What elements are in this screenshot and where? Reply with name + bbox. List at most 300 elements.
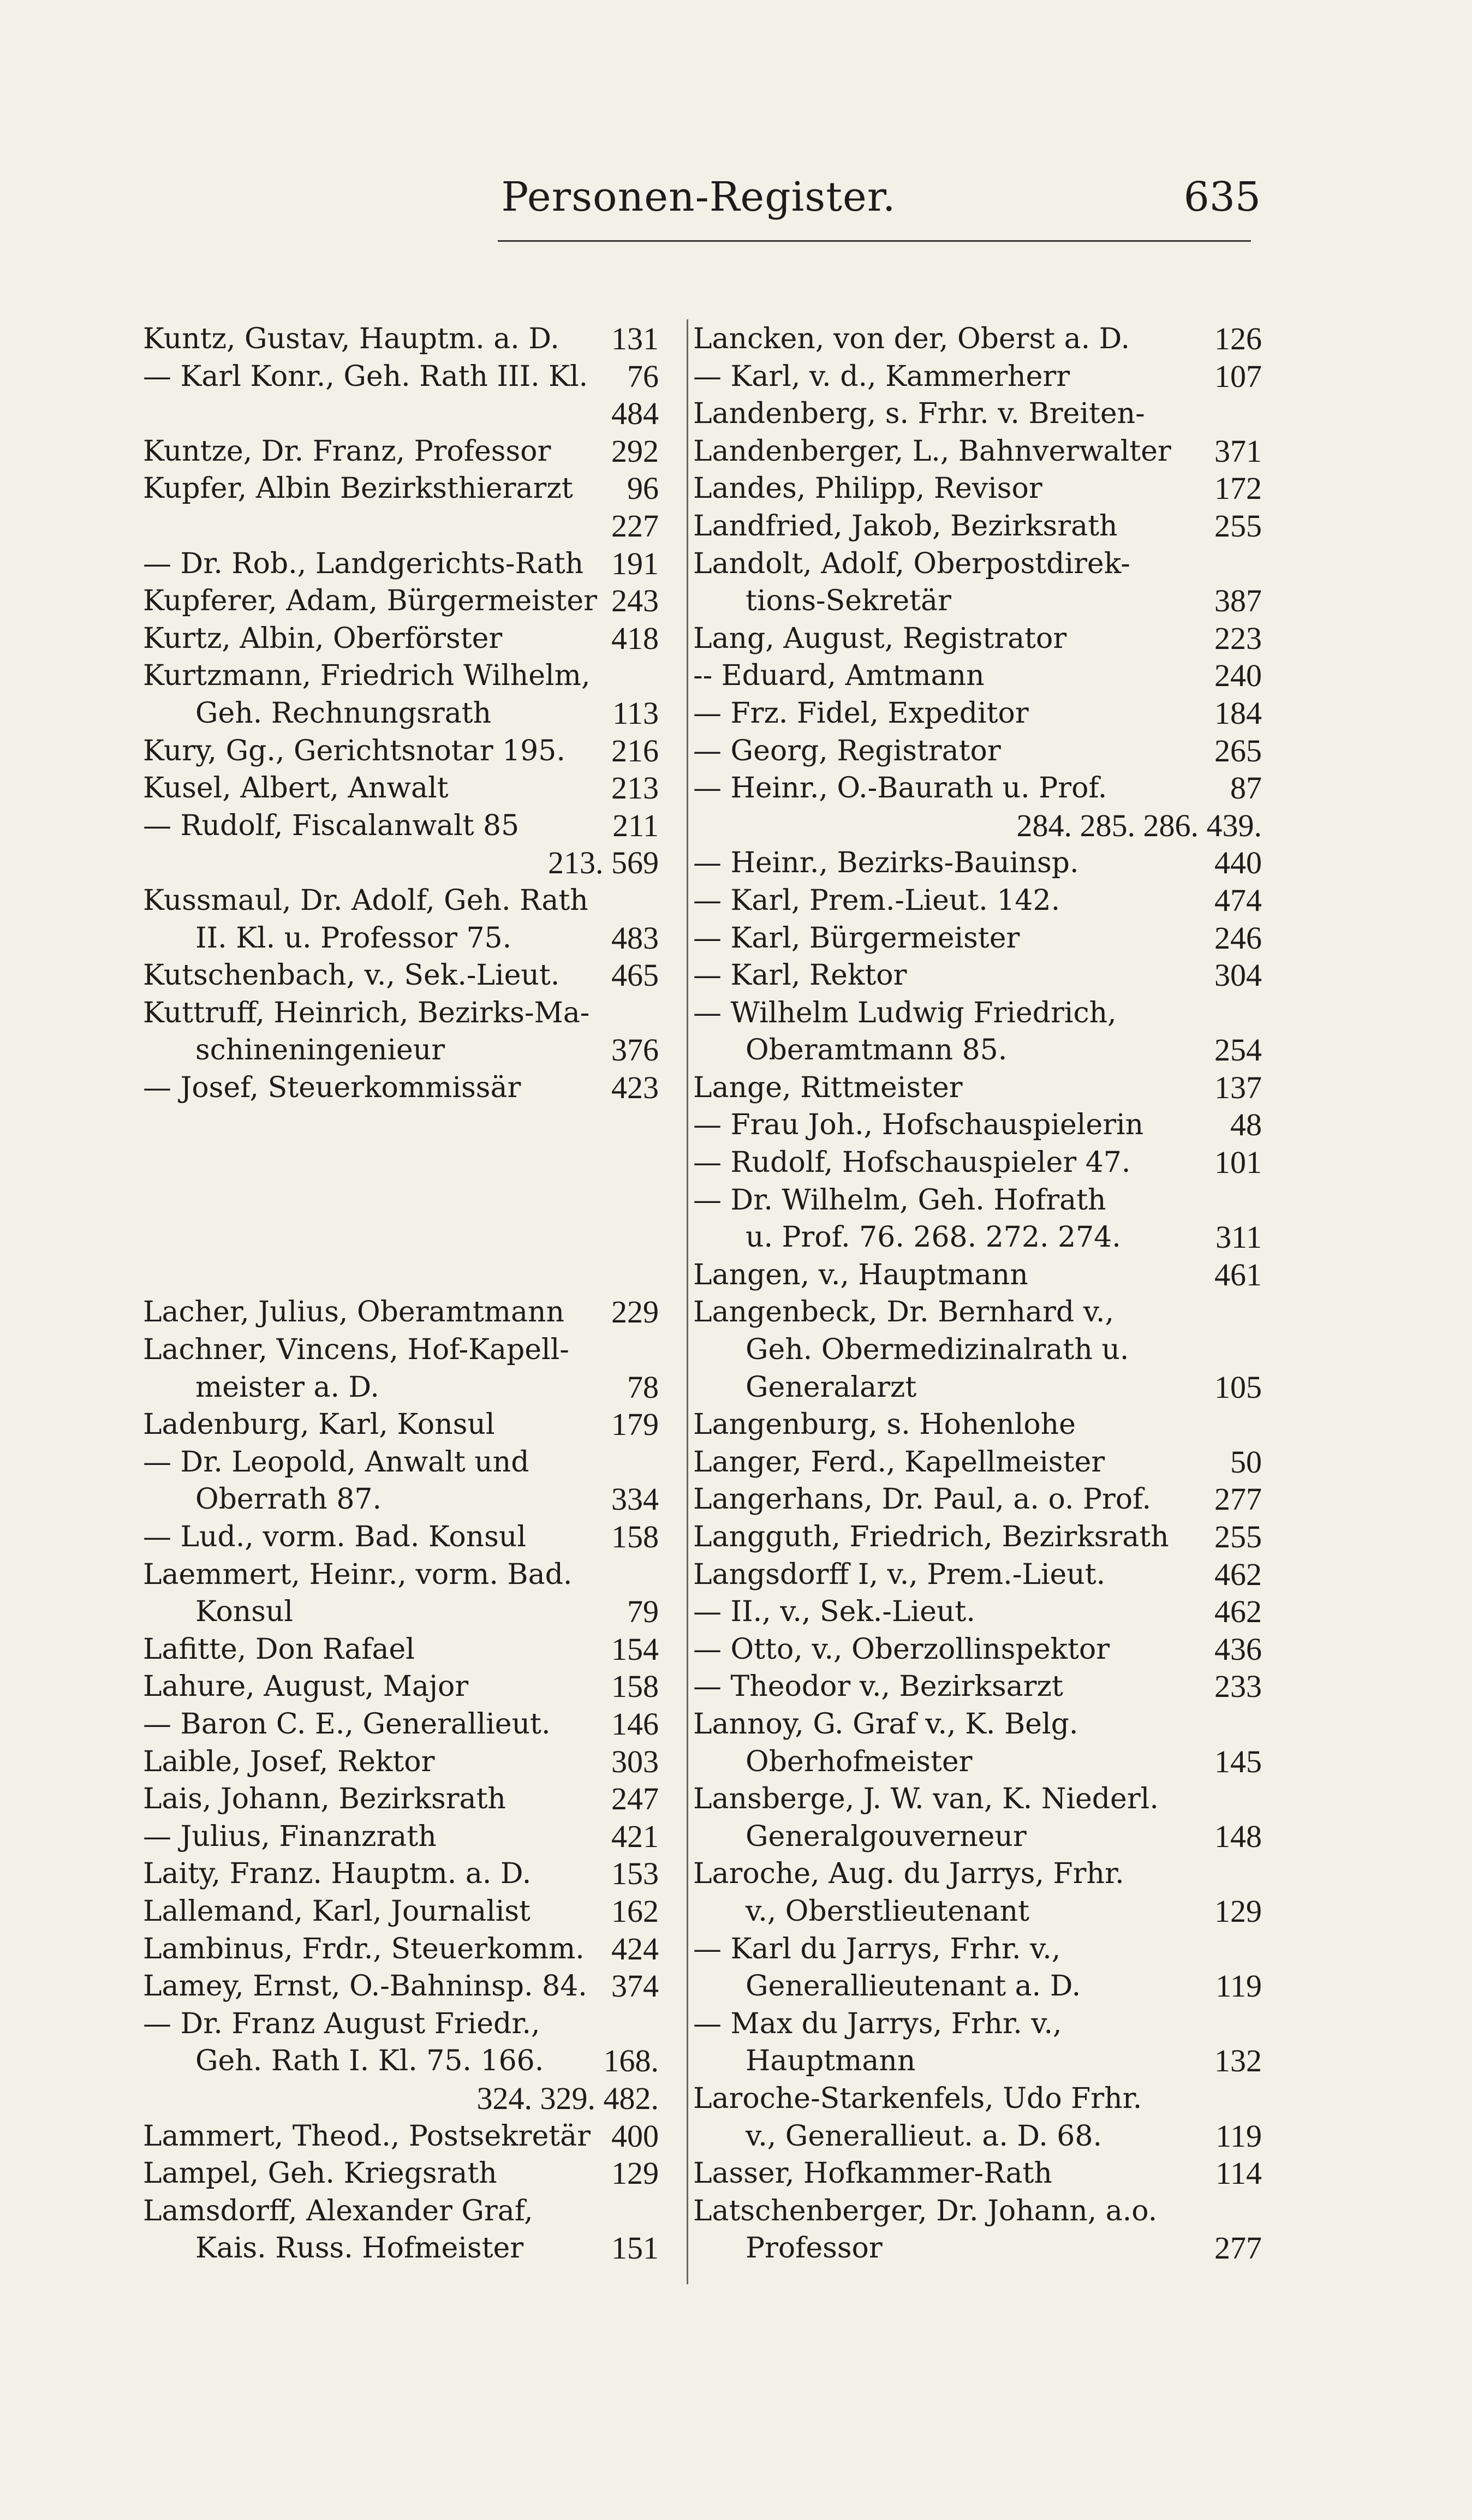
index-entry <box>143 1369 659 1407</box>
entry-page-numbers: 233 <box>1214 1669 1262 1705</box>
entry-page-numbers <box>651 1331 659 1369</box>
entry-page-numbers: 76 <box>627 358 659 394</box>
entry-text: Lahure, August, Major <box>143 1670 469 1703</box>
entry-page-numbers: 374 <box>611 1968 659 2004</box>
entry-text: — Theodor v., Bezirksarzt <box>693 1670 1063 1703</box>
index-entry <box>693 1032 1262 1069</box>
entry-page-numbers: 243 <box>611 583 659 619</box>
entry-text: Langsdorff I, v., Prem.-Lieut. <box>693 1558 1106 1591</box>
entry-text: — Karl, Bürgermeister <box>693 921 1020 955</box>
entry-page-numbers <box>651 1556 659 1594</box>
entry-text: Langer, Ferd., Kapellmeister <box>693 1445 1105 1479</box>
entry-page-numbers: 153 <box>611 1856 659 1892</box>
entry-text: — Rudolf, Hofschauspieler 47. <box>693 1146 1131 1179</box>
entry-page-numbers: 129 <box>1214 1893 1262 1929</box>
entry-page-numbers: 424 <box>611 1931 659 1967</box>
entry-text: Lambinus, Frdr., Steuerkomm. <box>143 1932 585 1965</box>
entry-page-numbers <box>1254 1294 1262 1331</box>
entry-text: Kais. Russ. Hofmeister <box>195 2232 524 2265</box>
index-entry <box>693 1406 1262 1444</box>
entry-page-numbers: 158 <box>611 1669 659 1705</box>
index-entry <box>693 882 1262 920</box>
entry-page-numbers: 105 <box>1214 1369 1262 1405</box>
entry-page-numbers <box>651 1219 659 1256</box>
entry-page-numbers: 265 <box>1214 732 1262 768</box>
entry-text: — Karl, v. d., Kammerherr <box>693 360 1070 393</box>
entry-page-numbers: 151 <box>611 2230 659 2266</box>
entry-page-numbers <box>1254 2005 1262 2043</box>
index-entry <box>143 1481 659 1518</box>
entry-page-numbers: 162 <box>611 1893 659 1929</box>
index-entry <box>693 2080 1262 2118</box>
entry-text: Kussmaul, Dr. Adolf, Geh. Rath <box>143 884 588 917</box>
entry-page-numbers: 145 <box>1214 1743 1262 1779</box>
index-entry <box>693 2155 1262 2193</box>
entry-text: Kupferer, Adam, Bürgermeister <box>143 585 597 618</box>
entry-text <box>143 1256 651 1294</box>
entry-page-numbers: 303 <box>611 1743 659 1779</box>
entry-text: — Dr. Leopold, Anwalt und <box>143 1445 529 1479</box>
index-entry <box>143 470 659 508</box>
entry-text: — Heinr., Bezirks-Bauinsp. <box>693 847 1079 880</box>
entry-text: — Rudolf, Fiscalanwalt 85 <box>143 809 520 842</box>
index-entry <box>143 1706 659 1743</box>
entry-page-numbers <box>651 1182 659 1219</box>
entry-page-numbers <box>651 1256 659 1294</box>
entry-text: Laemmert, Heinr., vorm. Bad. <box>143 1558 573 1591</box>
entry-page-numbers: 246 <box>1214 920 1262 956</box>
entry-text <box>143 844 540 882</box>
index-entry <box>143 395 659 433</box>
index-entry <box>143 1743 659 1781</box>
entry-text: meister a. D. <box>195 1371 379 1404</box>
entry-page-numbers: 191 <box>611 545 659 581</box>
index-entry <box>693 620 1262 658</box>
entry-page-numbers <box>1254 1706 1262 1743</box>
entry-text <box>143 1182 651 1219</box>
entry-page-numbers <box>1254 545 1262 583</box>
entry-page-numbers: 79 <box>627 1594 659 1630</box>
entry-page-numbers: 87 <box>1230 770 1262 806</box>
entry-page-numbers: 184 <box>1214 695 1262 731</box>
entry-text: — Dr. Franz August Friedr., <box>143 2007 540 2040</box>
entry-page-numbers: 114 <box>1215 2155 1262 2191</box>
index-entry <box>143 1444 659 1481</box>
entry-text: — Otto, v., Oberzollinspektor <box>693 1633 1110 1666</box>
entry-page-numbers: 172 <box>1214 470 1262 507</box>
right-column <box>693 320 1262 2267</box>
index-entry <box>693 470 1262 508</box>
entry-page-numbers: 213. 569 <box>548 845 659 881</box>
entry-page-numbers <box>1254 1331 1262 1369</box>
entry-page-numbers: 154 <box>611 1631 659 1667</box>
index-entry <box>143 1406 659 1444</box>
index-entry <box>143 2005 659 2043</box>
index-entry <box>143 695 659 732</box>
entry-page-numbers: 216 <box>611 732 659 768</box>
index-entry <box>693 1855 1262 1893</box>
entry-page-numbers: 137 <box>1214 1069 1262 1105</box>
entry-page-numbers: 50 <box>1230 1444 1262 1480</box>
entry-page-numbers: 96 <box>627 470 659 507</box>
entry-page-numbers: 179 <box>611 1407 659 1443</box>
index-entry <box>693 1556 1262 1594</box>
entry-text: Ladenburg, Karl, Konsul <box>143 1408 495 1441</box>
entry-text <box>143 1144 651 1182</box>
index-entry <box>143 1069 659 1107</box>
entry-page-numbers: 227 <box>611 508 659 544</box>
entry-page-numbers <box>1254 1855 1262 1893</box>
entry-text: Kurtz, Albin, Oberförster <box>143 622 503 655</box>
index-entry <box>143 1893 659 1931</box>
index-entry <box>143 620 659 658</box>
entry-page-numbers: 78 <box>627 1369 659 1405</box>
entry-page-numbers: 440 <box>1214 845 1262 881</box>
entry-text: Generallieutenant a. D. <box>746 1970 1081 2003</box>
entry-text: Hauptmann <box>746 2045 916 2078</box>
index-entry <box>143 1518 659 1556</box>
entry-text: II. Kl. u. Professor 75. <box>195 921 512 955</box>
entry-text: — II., v., Sek.-Lieut. <box>693 1595 975 1629</box>
index-entry <box>693 844 1262 882</box>
entry-text: — Julius, Finanzrath <box>143 1820 437 1853</box>
entry-page-numbers: 107 <box>1214 358 1262 394</box>
entry-text: — Karl Konr., Geh. Rath III. Kl. <box>143 360 588 393</box>
entry-text: Oberamtmann 85. <box>746 1034 1008 1067</box>
entry-page-numbers <box>1254 2193 1262 2230</box>
page-number: 635 <box>1183 174 1261 221</box>
entry-text: Generalgouverneur <box>746 1820 1027 1853</box>
index-entry <box>693 807 1262 845</box>
entry-text: Laible, Josef, Rektor <box>143 1745 435 1778</box>
entry-page-numbers: 119 <box>1215 1968 1262 2004</box>
entry-text: Latschenberger, Dr. Johann, a.o. <box>693 2194 1158 2227</box>
index-entry <box>143 2155 659 2193</box>
entry-page-numbers <box>651 657 659 695</box>
index-entry <box>143 1931 659 1968</box>
index-entry <box>143 508 659 545</box>
entry-text: — Frau Joh., Hofschauspielerin <box>693 1109 1144 1142</box>
entry-page-numbers <box>1254 1931 1262 1968</box>
entry-text: Landolt, Adolf, Oberpostdirek- <box>693 547 1130 580</box>
entry-page-numbers: 255 <box>1214 1519 1262 1554</box>
entry-page-numbers: 254 <box>1214 1032 1262 1068</box>
index-entry <box>143 2193 659 2230</box>
index-entry <box>143 732 659 770</box>
entry-page-numbers: 126 <box>1214 321 1262 356</box>
entry-page-numbers: 229 <box>611 1294 659 1330</box>
index-entry <box>693 1444 1262 1481</box>
entry-text: Kuttruff, Heinrich, Bezirks-Ma- <box>143 996 590 1029</box>
entry-page-numbers: 483 <box>611 920 659 956</box>
entry-page-numbers: 423 <box>611 1069 659 1105</box>
index-entry <box>143 2080 659 2118</box>
entry-page-numbers: 371 <box>1214 433 1262 469</box>
entry-text: — Frz. Fidel, Expeditor <box>693 696 1029 730</box>
index-entry <box>693 1931 1262 1968</box>
entry-page-numbers: 48 <box>1230 1107 1262 1143</box>
entry-text: Generalarzt <box>746 1371 917 1404</box>
entry-page-numbers <box>651 2193 659 2230</box>
entry-text: — Max du Jarrys, Frhr. v., <box>693 2007 1062 2040</box>
entry-text: Geh. Obermedizinalrath u. <box>746 1333 1129 1367</box>
index-entry <box>693 358 1262 396</box>
entry-text: Lafitte, Don Rafael <box>143 1633 415 1666</box>
index-entry <box>693 1331 1262 1369</box>
index-entry <box>693 1106 1262 1144</box>
index-entry <box>693 1144 1262 1182</box>
index-entry <box>693 770 1262 807</box>
entry-page-numbers: 146 <box>611 1706 659 1742</box>
index-entry <box>693 1631 1262 1669</box>
index-entry <box>143 2230 659 2267</box>
entry-text: — Karl, Prem.-Lieut. 142. <box>693 884 1060 917</box>
entry-text: Lammert, Theod., Postsekretär <box>143 2119 591 2153</box>
index-entry <box>143 957 659 994</box>
entry-text: Geh. Rath I. Kl. 75. 166. <box>195 2045 544 2078</box>
index-entry <box>143 770 659 807</box>
entry-text: Lallemand, Karl, Journalist <box>143 1895 531 1928</box>
entry-page-numbers: 131 <box>611 321 659 356</box>
index-entry <box>693 1893 1262 1931</box>
entry-page-numbers: 474 <box>1214 882 1262 918</box>
index-entry <box>143 1144 659 1182</box>
entry-page-numbers: 277 <box>1214 1481 1262 1517</box>
entry-text: v., Generallieut. a. D. 68. <box>746 2119 1102 2153</box>
index-entry <box>693 2005 1262 2043</box>
entry-page-numbers: 484 <box>611 396 659 432</box>
entry-text: — Lud., vorm. Bad. Konsul <box>143 1521 526 1553</box>
entry-text <box>143 2080 469 2118</box>
entry-text: Kuntz, Gustav, Hauptm. a. D. <box>143 323 559 355</box>
index-entry <box>143 844 659 882</box>
entry-text: — Heinr., O.-Baurath u. Prof. <box>693 772 1107 805</box>
entry-text: Lamsdorff, Alexander Graf, <box>143 2194 533 2227</box>
entry-text: Lancken, von der, Oberst a. D. <box>693 323 1130 355</box>
index-entry <box>693 1818 1262 1856</box>
entry-page-numbers <box>651 994 659 1032</box>
entry-text: Kury, Gg., Gerichtsnotar 195. <box>143 734 565 767</box>
entry-page-numbers: 132 <box>1214 2043 1262 2079</box>
index-entry <box>143 433 659 470</box>
entry-text: tions-Sekretär <box>746 585 951 618</box>
entry-page-numbers: 387 <box>1214 583 1262 619</box>
entry-text <box>143 1106 651 1144</box>
entry-text: -- Eduard, Amtmann <box>693 659 985 693</box>
entry-text: Lampel, Geh. Kriegsrath <box>143 2157 497 2190</box>
index-entry <box>143 1968 659 2005</box>
entry-text: schineningenieur <box>195 1034 445 1067</box>
entry-page-numbers: 158 <box>611 1519 659 1554</box>
index-entry <box>143 1106 659 1144</box>
index-entry <box>693 1518 1262 1556</box>
index-entry <box>143 920 659 957</box>
entry-page-numbers: 421 <box>611 1818 659 1854</box>
entry-text: Laroche, Aug. du Jarrys, Frhr. <box>693 1857 1124 1891</box>
entry-text: — Baron C. E., Generallieut. <box>143 1707 551 1741</box>
entry-text: Landenberger, L., Bahnverwalter <box>693 434 1171 468</box>
index-entry <box>693 1593 1262 1631</box>
entry-text: v., Oberstlieutenant <box>746 1895 1029 1928</box>
entry-page-numbers: 304 <box>1214 957 1262 993</box>
index-entry <box>143 1668 659 1706</box>
index-entry <box>693 732 1262 770</box>
entry-page-numbers: 465 <box>611 957 659 993</box>
entry-text: Lamey, Ernst, O.-Bahninsp. 84. <box>143 1970 587 2003</box>
entry-text: u. Prof. 76. 268. 272. 274. <box>746 1221 1121 1254</box>
entry-text: Lang, August, Registrator <box>693 622 1067 655</box>
index-entry <box>693 2193 1262 2230</box>
index-entry <box>143 1780 659 1818</box>
index-entry <box>693 1182 1262 1219</box>
entry-page-numbers: 213 <box>611 770 659 806</box>
index-entry <box>693 957 1262 994</box>
entry-text <box>143 395 604 433</box>
index-entry <box>693 1743 1262 1781</box>
index-entry <box>143 1331 659 1369</box>
entry-text: Landes, Philipp, Revisor <box>693 472 1042 505</box>
entry-page-numbers: 255 <box>1214 508 1262 544</box>
index-entry <box>143 2042 659 2080</box>
index-entry <box>143 358 659 396</box>
entry-text: Landenberg, s. Frhr. v. Breiten- <box>693 397 1145 431</box>
entry-page-numbers <box>651 1106 659 1144</box>
entry-page-numbers: 119 <box>1215 2118 1262 2154</box>
entry-page-numbers: 284. 285. 286. 439. <box>1016 807 1262 843</box>
entry-page-numbers: 334 <box>611 1481 659 1517</box>
entry-text: Kuntze, Dr. Franz, Professor <box>143 434 551 468</box>
entry-text: Langenburg, s. Hohenlohe <box>693 1408 1076 1441</box>
entry-text: — Wilhelm Ludwig Friedrich, <box>693 996 1117 1029</box>
entry-text: Kupfer, Albin Bezirksthierarzt <box>143 472 573 505</box>
entry-text: Lais, Johann, Bezirksrath <box>143 1783 506 1816</box>
index-entry <box>143 994 659 1032</box>
entry-page-numbers: 247 <box>611 1781 659 1817</box>
entry-page-numbers <box>1254 2080 1262 2118</box>
entry-text: Landfried, Jakob, Bezirksrath <box>693 509 1118 543</box>
entry-text: Laroche-Starkenfels, Udo Frhr. <box>693 2082 1142 2115</box>
entry-page-numbers: 462 <box>1214 1594 1262 1630</box>
index-entry <box>693 1369 1262 1407</box>
entry-page-numbers: 168. <box>603 2043 659 2079</box>
index-entry <box>143 882 659 920</box>
entry-text: — Karl, Rektor <box>693 959 907 992</box>
entry-text: Oberrath 87. <box>195 1483 382 1516</box>
entry-page-numbers: 277 <box>1214 2230 1262 2266</box>
index-entry <box>143 1593 659 1631</box>
entry-text: — Dr. Wilhelm, Geh. Hofrath <box>693 1183 1106 1217</box>
index-entry <box>693 395 1262 433</box>
entry-page-numbers <box>1254 1182 1262 1219</box>
entry-page-numbers <box>1254 994 1262 1032</box>
entry-page-numbers <box>651 1444 659 1481</box>
index-entry <box>693 695 1262 732</box>
index-entry <box>143 1855 659 1893</box>
entry-text: Geh. Rechnungsrath <box>195 696 492 730</box>
index-entry <box>693 582 1262 620</box>
index-entry <box>693 1069 1262 1107</box>
index-entry <box>143 1556 659 1594</box>
entry-text: Lasser, Hofkammer-Rath <box>693 2157 1052 2190</box>
entry-page-numbers: 211 <box>612 807 659 843</box>
index-entry <box>693 1780 1262 1818</box>
index-entry <box>693 508 1262 545</box>
column-divider <box>687 319 688 2284</box>
index-entry <box>693 2118 1262 2155</box>
index-entry <box>693 320 1262 358</box>
entry-text: Langguth, Friedrich, Bezirksrath <box>693 1521 1169 1553</box>
index-entry <box>693 1706 1262 1743</box>
entry-page-numbers: 311 <box>1215 1219 1262 1255</box>
entry-page-numbers <box>1254 395 1262 433</box>
index-entry <box>143 1818 659 1856</box>
entry-text: Konsul <box>195 1595 294 1629</box>
index-entry <box>143 1631 659 1669</box>
index-entry <box>143 1182 659 1219</box>
entry-page-numbers: 240 <box>1214 658 1262 694</box>
entry-page-numbers <box>651 882 659 920</box>
index-entry <box>693 2042 1262 2080</box>
index-entry <box>143 807 659 845</box>
entry-page-numbers <box>651 2005 659 2043</box>
entry-text <box>693 807 1009 845</box>
entry-text <box>143 508 604 545</box>
entry-text: — Dr. Rob., Landgerichts-Rath <box>143 547 584 580</box>
entry-page-numbers <box>651 1144 659 1182</box>
left-column <box>143 320 659 2267</box>
index-entry <box>693 657 1262 695</box>
index-entry <box>143 657 659 695</box>
entry-page-numbers: 324. 329. 482. <box>476 2080 659 2116</box>
index-entry <box>693 2230 1262 2267</box>
index-entry <box>693 994 1262 1032</box>
index-entry <box>693 1481 1262 1518</box>
index-entry <box>143 545 659 583</box>
entry-page-numbers <box>1254 1406 1262 1444</box>
index-entry <box>693 1219 1262 1256</box>
entry-text: Langenbeck, Dr. Bernhard v., <box>693 1296 1114 1329</box>
index-entry <box>143 1256 659 1294</box>
entry-text: Professor <box>746 2232 883 2265</box>
entry-page-numbers: 292 <box>611 433 659 469</box>
entry-text: Oberhofmeister <box>746 1745 973 1778</box>
index-entry <box>693 545 1262 583</box>
entry-page-numbers: 461 <box>1214 1256 1262 1292</box>
entry-page-numbers: 436 <box>1214 1631 1262 1667</box>
entry-text: — Karl du Jarrys, Frhr. v., <box>693 1932 1061 1965</box>
entry-text: Lange, Rittmeister <box>693 1071 963 1104</box>
entry-page-numbers <box>1254 1780 1262 1818</box>
entry-page-numbers: 101 <box>1214 1145 1262 1181</box>
entry-page-numbers: 223 <box>1214 620 1262 656</box>
index-entry <box>693 1256 1262 1294</box>
entry-text: — Georg, Registrator <box>693 734 1001 767</box>
index-entry <box>693 1968 1262 2005</box>
entry-text: Langerhans, Dr. Paul, a. o. Prof. <box>693 1483 1151 1516</box>
entry-text: Lachner, Vincens, Hof-Kapell- <box>143 1333 569 1367</box>
header-rule <box>498 240 1251 242</box>
index-entry <box>143 582 659 620</box>
entry-text: Langen, v., Hauptmann <box>693 1258 1028 1291</box>
entry-text: Kutschenbach, v., Sek.-Lieut. <box>143 959 560 992</box>
index-entry <box>693 1668 1262 1706</box>
index-entry <box>143 1294 659 1331</box>
index-entry <box>143 320 659 358</box>
index-entry <box>693 433 1262 470</box>
entry-page-numbers: 462 <box>1214 1556 1262 1592</box>
entry-text <box>143 1219 651 1256</box>
entry-text: Lansberge, J. W. van, K. Niederl. <box>693 1783 1159 1816</box>
